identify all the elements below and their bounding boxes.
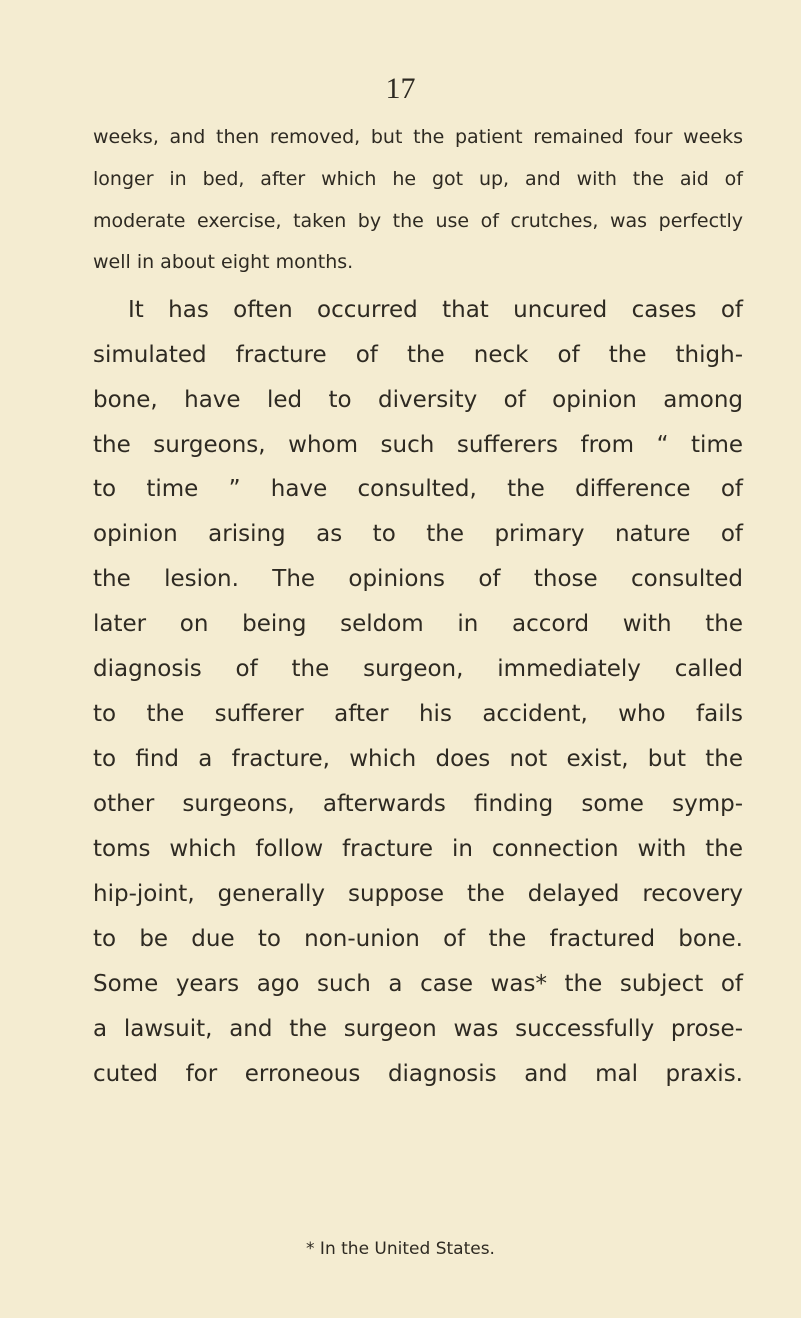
text-line: moderate exercise, taken by the use of crutches, was perfectly: [93, 210, 743, 232]
text-line: toms which follow fracture in connection with the: [93, 836, 743, 862]
text-line: weeks, and then removed, but the patient remained four weeks: [93, 126, 743, 148]
text-line: It has often occurred that uncured cases of: [128, 297, 743, 323]
text-line: simulated fracture of the neck of the thigh-: [93, 342, 743, 368]
text-line: diagnosis of the surgeon, immediately called: [93, 656, 743, 682]
text-line: other surgeons, afterwards finding some symp-: [93, 791, 743, 817]
text-line: cuted for erroneous diagnosis and mal praxis.: [93, 1061, 743, 1087]
text-line: the lesion. The opinions of those consulted: [93, 566, 743, 592]
text-line: Some years ago such a case was* the subject of: [93, 971, 743, 997]
text-line: bone, have led to diversity of opinion among: [93, 387, 743, 413]
text-line: longer in bed, after which he got up, and with the aid of: [93, 168, 743, 190]
text-line: to time ” have consulted, the difference of: [93, 476, 743, 502]
text-line: to the sufferer after his accident, who fails: [93, 701, 743, 727]
text-line: hip-joint, generally suppose the delayed recovery: [93, 881, 743, 907]
text-line: to be due to non-union of the fractured bone.: [93, 926, 743, 952]
text-line: later on being seldom in accord with the: [93, 611, 743, 637]
text-line: a lawsuit, and the surgeon was successfully prose-: [93, 1016, 743, 1042]
footnote: * In the United States.: [306, 1239, 495, 1259]
text-line: well in about eight months.: [93, 251, 354, 273]
text-line: the surgeons, whom such sufferers from “ time: [93, 432, 743, 458]
text-line: opinion arising as to the primary nature of: [93, 521, 743, 547]
text-line: to find a fracture, which does not exist, but the: [93, 746, 743, 772]
page-number: 17: [385, 72, 416, 105]
